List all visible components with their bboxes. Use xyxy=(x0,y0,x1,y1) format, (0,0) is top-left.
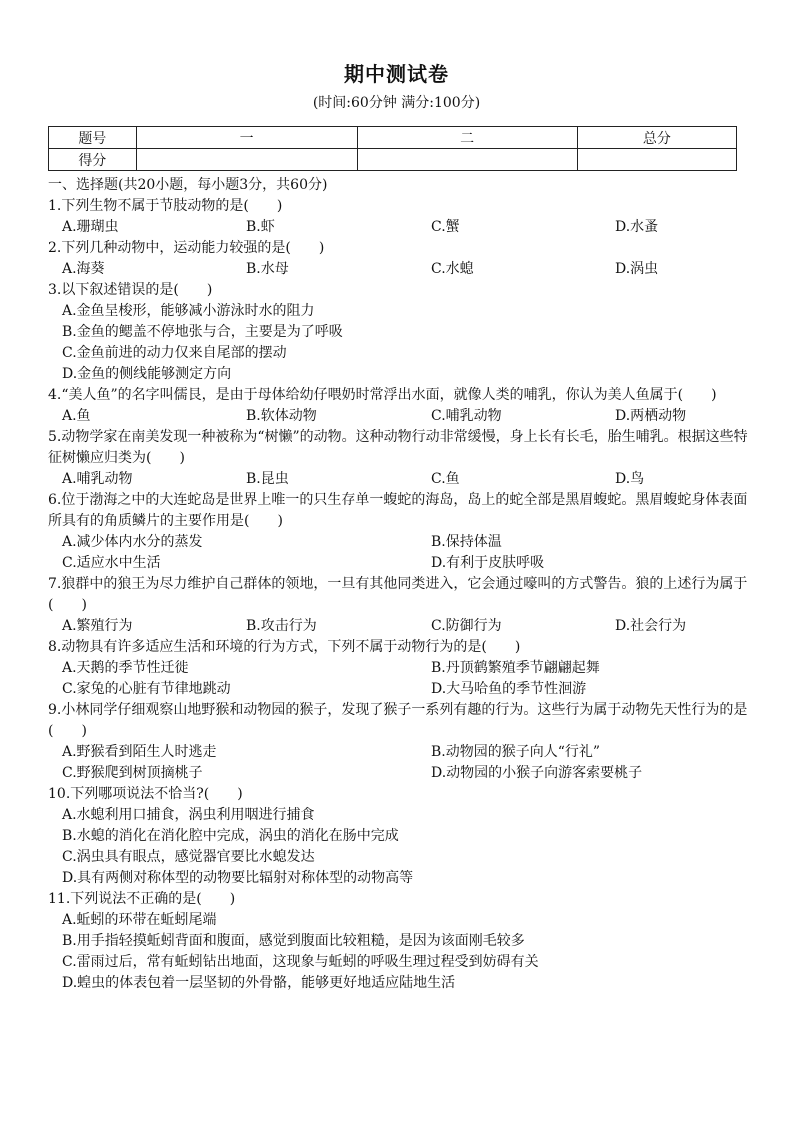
option: D.金鱼的侧线能够测定方向 xyxy=(62,366,232,382)
option-row xyxy=(48,532,748,553)
question-stem: 9.小林同学仔细观察山地野猴和动物园的猴子，发现了猴子一系列有趣的行为。这些行为属于动物先天性行为的是( ) xyxy=(48,702,748,739)
score-cell xyxy=(136,149,357,171)
score-header-cell: 题号 xyxy=(49,127,137,149)
score-header-cell: 一 xyxy=(136,127,357,149)
option: A.野猴看到陌生人时逃走 xyxy=(62,744,217,760)
option: A.金鱼呈梭形，能够减小游泳时水的阻力 xyxy=(62,303,315,319)
question-stem: 5.动物学家在南美发现一种被称为“树懒”的动物。这种动物行动非常缓慢，身上长有长毛，胎生哺乳。根据这些特征树懒应归类为( ) xyxy=(48,429,748,466)
option: A.珊瑚虫 xyxy=(62,219,119,235)
option: A.海葵 xyxy=(62,261,105,277)
score-table-score-row xyxy=(49,149,737,171)
option-row xyxy=(48,763,748,784)
option: D.有利于皮肤呼吸 xyxy=(431,555,545,571)
question-stem: 10.下列哪项说法不恰当?( ) xyxy=(48,786,243,802)
option: C.野猴爬到树顶摘桃子 xyxy=(62,765,203,781)
option: D.鸟 xyxy=(615,471,645,487)
option: B.保持体温 xyxy=(431,534,502,550)
option: B.动物园的猴子向人“行礼” xyxy=(431,744,601,760)
option: D.具有两侧对称体型的动物要比辐射对称体型的动物高等 xyxy=(62,870,414,886)
option: C.涡虫具有眼点，感觉器官要比水螅发达 xyxy=(62,849,315,865)
option-row xyxy=(48,553,748,574)
option-row xyxy=(48,469,748,490)
option: D.动物园的小猴子向游客索要桃子 xyxy=(431,765,643,781)
option: A.天鹅的季节性迁徙 xyxy=(62,660,189,676)
score-cell xyxy=(577,149,736,171)
option: C.鱼 xyxy=(431,471,460,487)
option-row xyxy=(48,742,748,763)
exam-subtitle: (时间:60分钟 满分:100分) xyxy=(312,95,481,111)
option-row xyxy=(48,406,748,427)
exam-title: 期中测试卷 xyxy=(344,62,449,86)
option: B.丹顶鹤繁殖季节翩翩起舞 xyxy=(431,660,600,676)
question-stem: 11.下列说法不正确的是( ) xyxy=(48,891,236,907)
option-row xyxy=(48,679,748,700)
option: B.攻击行为 xyxy=(246,618,317,634)
option: D.水蚤 xyxy=(615,219,659,235)
option: B.用手指轻摸蚯蚓背面和腹面，感觉到腹面比较粗糙，是因为该面刚毛较多 xyxy=(62,933,525,949)
option-row xyxy=(48,616,748,637)
option: C.哺乳动物 xyxy=(431,408,502,424)
option-row xyxy=(48,259,748,280)
option: C.雷雨过后，常有蚯蚓钻出地面，这现象与蚯蚓的呼吸生理过程受到妨碍有关 xyxy=(62,954,539,970)
option: C.金鱼前进的动力仅来自尾部的摆动 xyxy=(62,345,287,361)
question-stem: 2.下列几种动物中，运动能力较强的是( ) xyxy=(48,240,325,256)
option: C.适应水中生活 xyxy=(62,555,161,571)
option: C.水螅 xyxy=(431,261,474,277)
option: D.涡虫 xyxy=(615,261,659,277)
question-stem: 1.下列生物不属于节肢动物的是( ) xyxy=(48,198,283,214)
option: B.水母 xyxy=(246,261,289,277)
option: D.大马哈鱼的季节性洄游 xyxy=(431,681,587,697)
option-row xyxy=(48,658,748,679)
option: C.蟹 xyxy=(431,219,460,235)
score-header-cell: 二 xyxy=(357,127,577,149)
score-row-label: 得分 xyxy=(49,149,137,171)
option: B.虾 xyxy=(246,219,275,235)
option: A.水螅利用口捕食，涡虫利用咽进行捕食 xyxy=(62,807,315,823)
question-stem: 3.以下叙述错误的是( ) xyxy=(48,282,213,298)
option: D.蝗虫的体表包着一层坚韧的外骨骼，能够更好地适应陆地生活 xyxy=(62,975,456,991)
section-title: 一、选择题(共20小题，每小题3分，共60分) xyxy=(48,177,328,193)
option: B.金鱼的鳃盖不停地张与合，主要是为了呼吸 xyxy=(62,324,343,340)
score-header-cell: 总分 xyxy=(577,127,736,149)
score-cell xyxy=(357,149,577,171)
question-stem: 7.狼群中的狼王为尽力维护自己群体的领地，一旦有其他同类进入，它会通过嚎叫的方式警告。狼的上述行为属于( ) xyxy=(48,576,748,613)
option: A.繁殖行为 xyxy=(62,618,133,634)
option: C.家兔的心脏有节律地跳动 xyxy=(62,681,231,697)
option: B.软体动物 xyxy=(246,408,317,424)
option: A.哺乳动物 xyxy=(62,471,133,487)
question-stem: 4.“美人鱼”的名字叫儒艮，是由于母体给幼仔喂奶时常浮出水面，就像人类的哺乳，你认为美人鱼属于( ) xyxy=(48,387,717,403)
question-stem: 6.位于渤海之中的大连蛇岛是世界上唯一的只生存单一蝮蛇的海岛，岛上的蛇全部是黑眉蝮蛇。黑眉蝮蛇身体表面所具有的角质鳞片的主要作用是( ) xyxy=(48,492,748,529)
score-table xyxy=(48,126,737,171)
questions-section xyxy=(48,175,748,994)
score-table-header-row xyxy=(49,127,737,149)
option: B.昆虫 xyxy=(246,471,289,487)
option: A.减少体内水分的蒸发 xyxy=(62,534,203,550)
option: D.社会行为 xyxy=(615,618,687,634)
question-stem: 8.动物具有许多适应生活和环境的行为方式，下列不属于动物行为的是( ) xyxy=(48,639,521,655)
option: C.防御行为 xyxy=(431,618,502,634)
option: B.水螅的消化在消化腔中完成，涡虫的消化在肠中完成 xyxy=(62,828,399,844)
option-row xyxy=(48,217,748,238)
option: D.两栖动物 xyxy=(615,408,687,424)
option: A.蚯蚓的环带在蚯蚓尾端 xyxy=(62,912,217,928)
option: A.鱼 xyxy=(62,408,91,424)
